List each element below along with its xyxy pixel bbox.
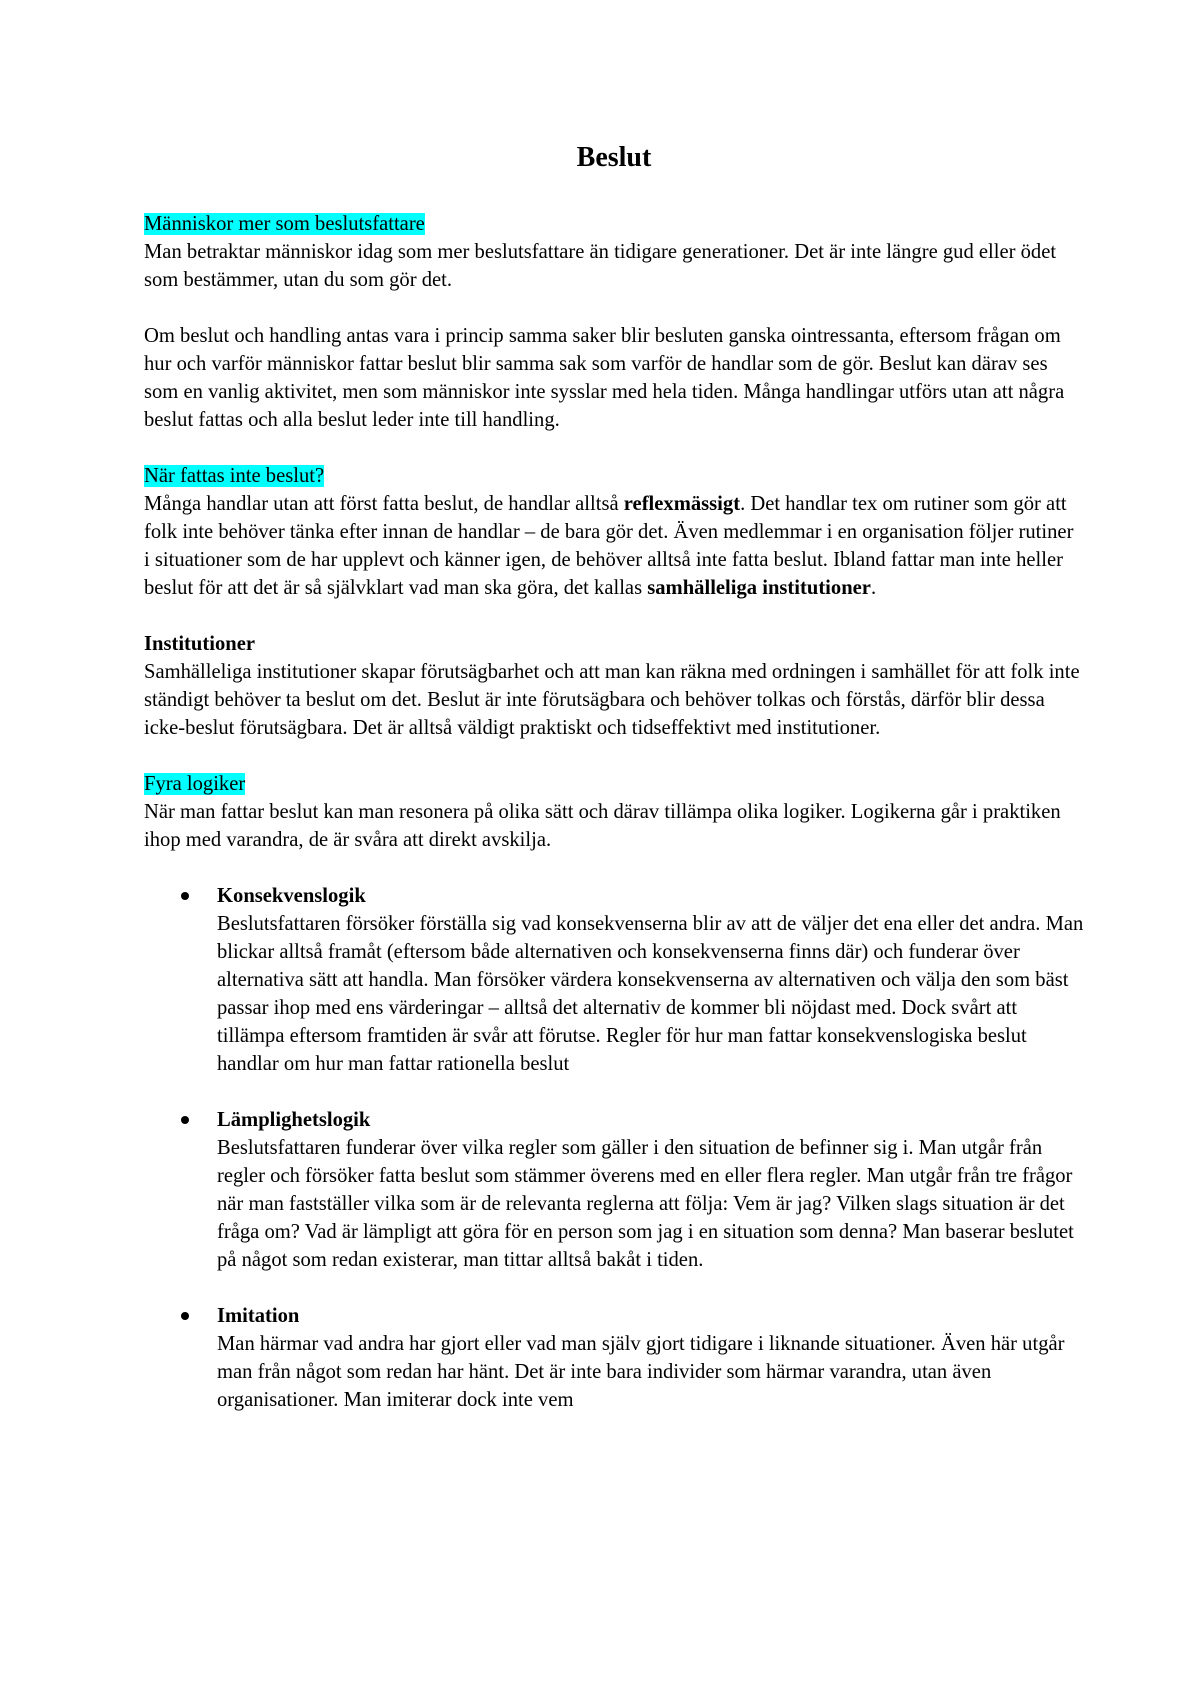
text-run: . Det handlar tex om rutiner som gör att folk inte behöver tänka efter innan de handlar – de bara gör det. Även medlemmar i en organisation följer rutiner i situationer som de har upplevt och känner igen, de behöver alltså inte fatta beslut. Ibland fattar man inte heller beslut för att det är så självklart vad man ska göra, det kallas: [144, 493, 1074, 599]
list-item-text: Man härmar vad andra har gjort eller vad man själv gjort tidigare i liknande situationer. Även här utgår man från något som redan har hänt. Det är inte bara individer som härmar varandra, utan även organisationer. Man imiterar dock inte vem: [217, 1333, 1065, 1411]
bold-term-institutioner: samhälleliga institutioner: [647, 577, 871, 599]
document-title: Beslut: [576, 142, 652, 173]
highlighted-heading-text: När fattas inte beslut?: [144, 465, 325, 487]
list-item-text: Beslutsfattaren funderar över vilka regler som gäller i den situation de befinner sig i. Man utgår från regler och försöker fatta beslut som stämmer överens med en eller flera regler. Man utgår från tre frågor när man fastställer vilka som är de relevanta reglerna att följa: Vem är jag? Vilken slags situation är det fråga om? Vad är lämpligt att göra för en person som jag i en situation som denna? Man baserar beslutet på något som redan existerar, man tittar alltså bakåt i tiden.: [217, 1137, 1074, 1271]
text-run: Många handlar utan att först fatta beslut, de handlar alltså: [144, 493, 624, 515]
bullet-icon: [181, 892, 189, 900]
highlighted-heading-text: Fyra logiker: [144, 773, 246, 795]
list-item-title: Imitation: [217, 1305, 300, 1327]
section-heading-beslutsfattare: [144, 210, 1084, 238]
section-heading-institutioner: Institutioner: [144, 633, 255, 655]
logic-list: [144, 882, 1084, 1414]
paragraph: När man fattar beslut kan man resonera på olika sätt och därav tillämpa olika logiker. Logikerna går i praktiken ihop med varandra, de är svåra att direkt avskilja.: [144, 801, 1061, 851]
bold-term-reflexmassigt: reflexmässigt: [623, 493, 741, 515]
list-item: [217, 1106, 1084, 1274]
list-item: [217, 882, 1084, 1078]
paragraph: Man betraktar människor idag som mer beslutsfattare än tidigare generationer. Det är inte längre gud eller ödet som bestämmer, utan du som gör det.: [144, 241, 1057, 291]
list-item-text: Beslutsfattaren försöker förställa sig vad konsekvenserna blir av att de väljer det ena eller det andra. Man blickar alltså framåt (eftersom både alternativen och konsekvenserna finns där) och funderar över alternativa sätt att handla. Man försöker värdera konsekvenserna av alternativen och välja den som bäst passar ihop med ens värderingar – alltså det alternativ de kommer bli nöjdast med. Dock svårt att tillämpa eftersom framtiden är svår att förutse. Regler för hur man fattar konsekvenslogiska beslut handlar om hur man fattar rationella beslut: [217, 913, 1084, 1075]
paragraph: [144, 490, 1084, 602]
paragraph: Om beslut och handling antas vara i princip samma saker blir besluten ganska ointressanta, eftersom frågan om hur och varför människor fattar beslut blir samma sak som varför de handlar som de gör. Beslut kan därav ses som en vanlig aktivitet, men som människor inte sysslar med hela tiden. Många handlingar utförs utan att några beslut fattas och alla beslut leder inte till handling.: [144, 325, 1065, 431]
paragraph: Samhälleliga institutioner skapar förutsägbarhet och att man kan räkna med ordningen i samhället för att folk inte ständigt behöver ta beslut om det. Beslut är inte förutsägbara och behöver tolkas och förstås, därför blir dessa icke-beslut förutsägbara. Det är alltså väldigt praktiskt och tidseffektivt med institutioner.: [144, 661, 1080, 739]
bullet-icon: [181, 1116, 189, 1124]
list-item-title: Konsekvenslogik: [217, 885, 366, 907]
section-heading-nar-fattas: [144, 462, 1084, 490]
list-item: [217, 1302, 1084, 1414]
bullet-icon: [181, 1312, 189, 1320]
text-run: .: [870, 577, 877, 599]
list-item-title: Lämplighetslogik: [217, 1109, 371, 1131]
document-page: [144, 140, 1084, 1442]
section-heading-fyra-logiker: [144, 770, 1084, 798]
highlighted-heading-text: Människor mer som beslutsfattare: [144, 213, 425, 235]
